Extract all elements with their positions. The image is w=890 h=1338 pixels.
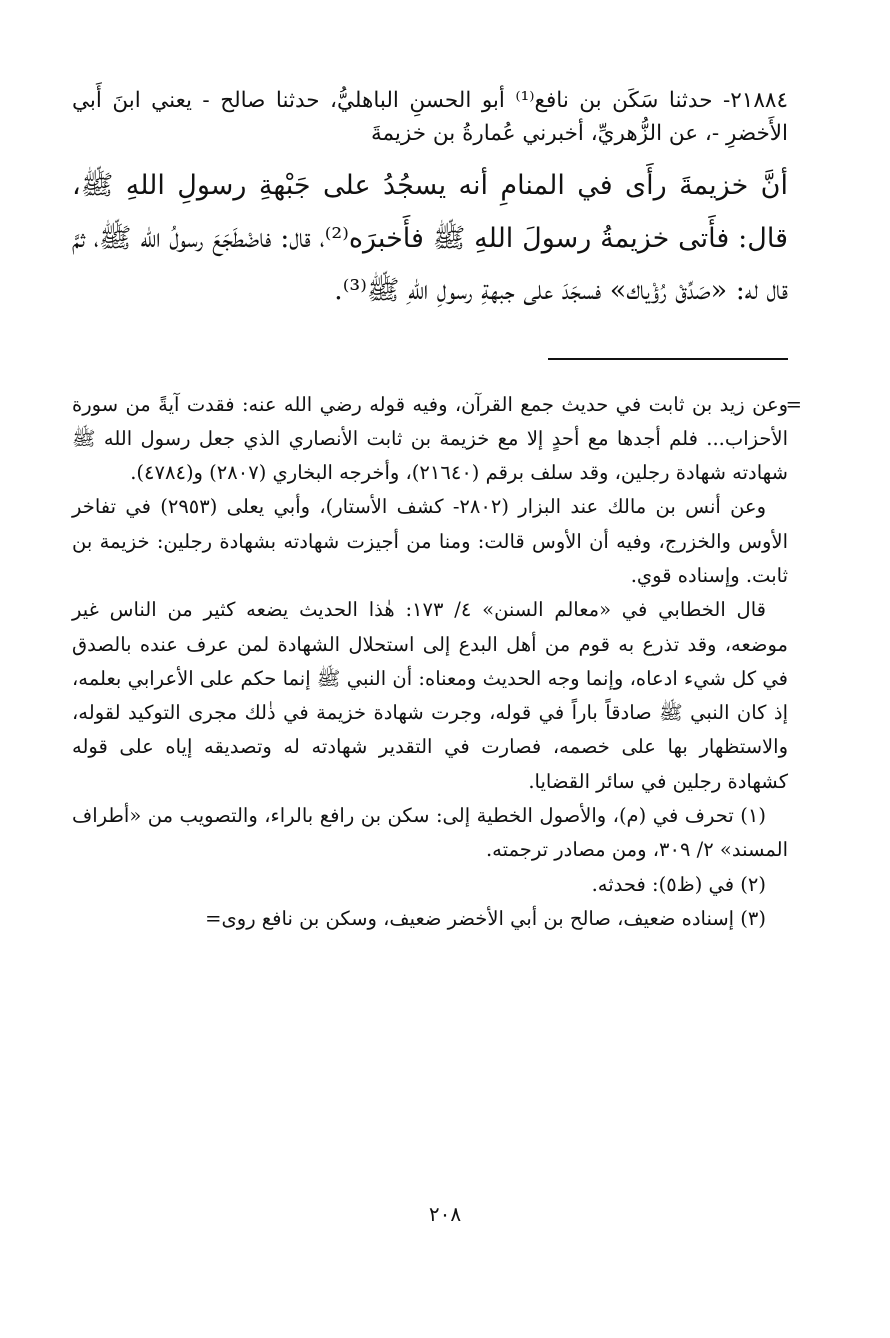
commentary-continued-block <box>72 388 802 491</box>
notes-section <box>72 388 802 937</box>
footnote-separator-area <box>72 358 788 360</box>
hadith-isnad: ٢١٨٨٤- حدثنا سَكَن بن نافع⁽¹⁾ أبو الحسنِ الباهليُّ، حدثنا صالح - يعني ابنَ أَبي الأَخضرِ -، عن الزُّهريِّ، أخبرني عُمارةُ بن خزيمةَ <box>72 88 788 146</box>
footnote-separator-line <box>548 358 788 360</box>
page-number: ٢٠٨ <box>428 1202 462 1226</box>
commentary-paragraph-1: وعن زيد بن ثابت في حديث جمع القرآن، وفيه قوله رضي الله عنه: فقدت آيةً من سورة الأحزاب... فلم أجدها مع أحدٍ إلا مع خزيمة بن ثابت الأنصاري الذي جعل رسول الله ﷺ شهادته شهادة رجلين، وقد سلف برقم (٢١٦٤٠)، وأخرجه البخاري (٢٨٠٧) و(٤٧٨٤). <box>72 392 788 485</box>
footnote-1: (١) تحرف في (م)، والأصول الخطية إلى: سكن بن رافع بالراء، والتصويب من «أطراف المسند» ٢/ ٣٠٩، ومن مصادر ترجمته. <box>72 804 788 862</box>
footnote-2: (٢) في (ظ٥): فحدثه. <box>591 872 766 896</box>
commentary-paragraph-3: قال الخطابي في «معالم السنن» ٤/ ١٧٣: هٰذا الحديث يضعه كثير من الناس غير موضعه، وقد تذرع به قوم من أهل البدع إلى استحلال الشهادة لمن عرف عنده بالصدق في كل شيء ادعاه، وإنما وجه الحديث ومعناه: أن النبي ﷺ إنما حكم على الأعرابي بعلمه، إذ كان النبي ﷺ صادقاً باراً في قوله، وجرت شهادة خزيمة في ذٰلك مجرى التوكيد لقوله، والاستظهار بها على خصمه، فصارت في التقدير شهادته له وتصديقه إياه على قوله كشهادة رجلين في سائر القضايا. <box>72 598 788 793</box>
footnote-3: (٣) إسناده ضعيف، صالح بن أبي الأخضر ضعيف، وسكن بن نافع روى= <box>205 906 766 930</box>
hadith-matn: أنَّ خزيمةَ رأَى في المنامِ أنه يسجُدُ على جَبْهةِ رسولِ اللهِ ﷺ، قال: فأَتى خزيمةُ رسولَ اللهِ ﷺ فأَخبرَه⁽²⁾، قال: فاضْطَجَعَ رسولُ الله ﷺ، ثمَّ قال له: «صَدِّقْ رُؤْياك» فسجَدَ على جبهةِ رسولِ اللهِ ﷺ⁽³⁾. <box>72 170 788 306</box>
commentary-paragraph-2: وعن أنس بن مالك عند البزار (٢٨٠٢- كشف الأستار)، وأبي يعلى (٢٩٥٣) في تفاخر الأوس والخزرج، وفيه أن الأوس قالت: ومنا من أجيزت شهادته بشهادة رجلين: خزيمة بن ثابت. وإسناده قوي. <box>72 495 788 587</box>
footnote-list <box>72 799 788 936</box>
page-body <box>72 84 802 936</box>
continuation-mark: = <box>785 392 802 416</box>
